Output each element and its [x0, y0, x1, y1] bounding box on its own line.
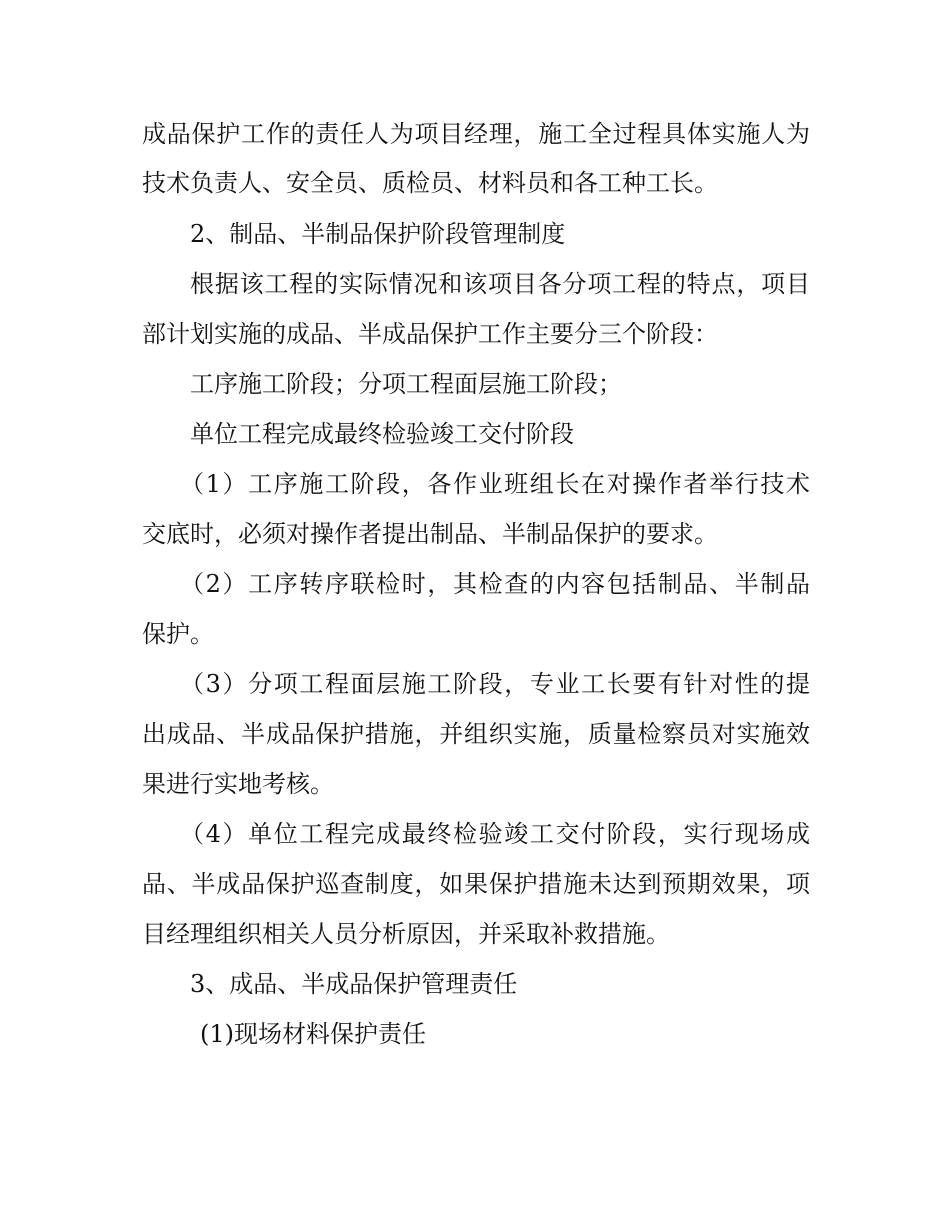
list-item-text: （4）单位工程完成最终检验竣工交付阶段，实行现场成	[180, 820, 810, 848]
list-item-text: （1）工序施工阶段，各作业班组长在对操作者举行技术	[180, 470, 810, 498]
body-text-line: 果进行实地考核。	[142, 770, 334, 798]
body-text-line: 保护。	[142, 620, 214, 648]
list-item-text: （2）工序转序联检时，其检查的内容包括制品、半制品	[180, 570, 810, 598]
body-text-line: 品、半成品保护巡查制度，如果保护措施未达到预期效果，项	[142, 870, 810, 898]
body-text-line: 单位工程完成最终检验竣工交付阶段	[190, 420, 574, 448]
subsection-heading: (1)现场材料保护责任	[200, 1020, 426, 1048]
body-text-line: 交底时，必须对操作者提出制品、半制品保护的要求。	[142, 520, 718, 548]
section-heading: 2、制品、半制品保护阶段管理制度	[190, 220, 566, 248]
body-text-line: 工序施工阶段；分项工程面层施工阶段；	[190, 370, 622, 398]
body-text-line: 技术负责人、安全员、质检员、材料员和各工种工长。	[142, 169, 718, 197]
section-heading: 3、成品、半成品保护管理责任	[190, 970, 518, 998]
body-text-line: 成品保护工作的责任人为项目经理，施工全过程具体实施人为	[142, 120, 810, 148]
body-text-line: 出成品、半成品保护措施，并组织实施，质量检察员对实施效	[142, 720, 810, 748]
list-item-text: （3）分项工程面层施工阶段，专业工长要有针对性的提	[180, 670, 810, 698]
body-text-line: 部计划实施的成品、半成品保护工作主要分三个阶段：	[142, 320, 718, 348]
body-text-line: 根据该工程的实际情况和该项目各分项工程的特点，项目	[190, 270, 810, 298]
body-text-line: 目经理组织相关人员分析原因，并采取补救措施。	[142, 920, 670, 948]
